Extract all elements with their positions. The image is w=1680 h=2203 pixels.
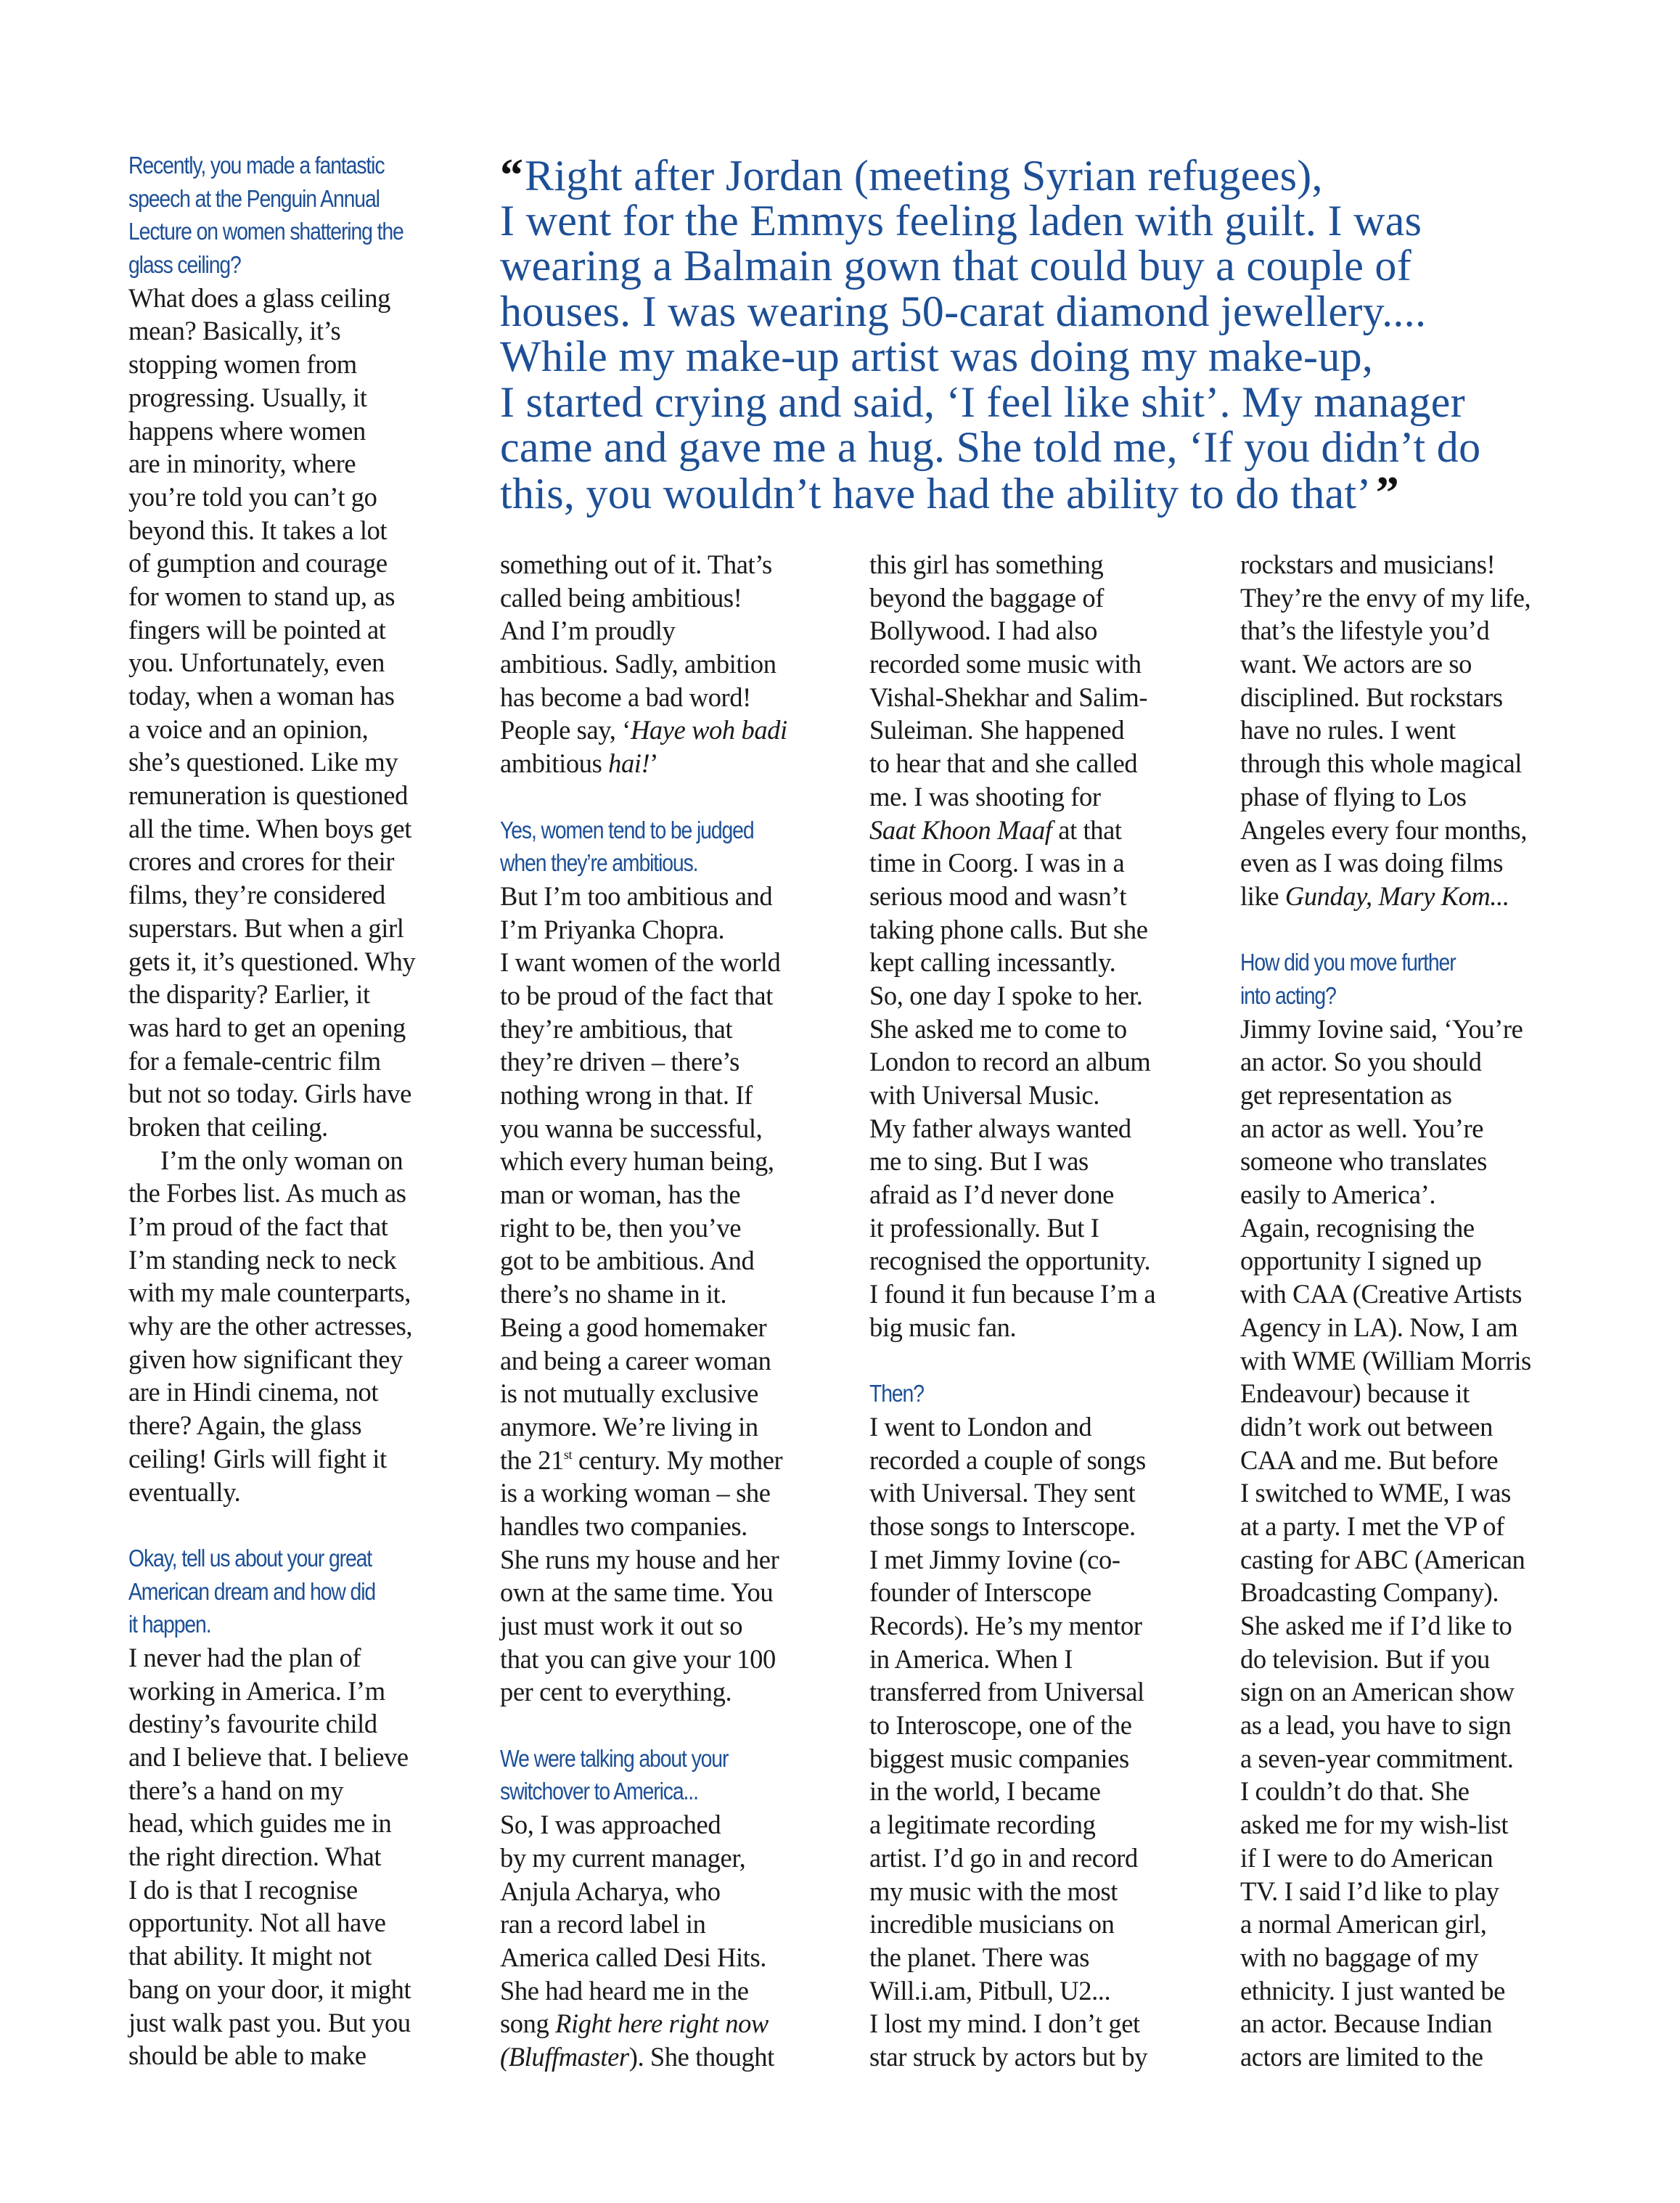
- quote-line: I started crying and said, ‘I feel like shit’. My manager: [500, 377, 1465, 426]
- text-line: me. I was shooting for: [869, 781, 1101, 812]
- text-line: eventually.: [128, 1476, 241, 1507]
- text-line: which every human being,: [500, 1146, 774, 1177]
- text-line: if I were to do American: [1240, 1842, 1493, 1873]
- text-line: my music with the most: [869, 1876, 1118, 1906]
- text-line: that ability. It might not: [128, 1941, 372, 1971]
- text-line: was hard to get an opening: [128, 1012, 406, 1042]
- text-line: even as I was doing films: [1240, 848, 1504, 878]
- text-line: She asked me if I’d like to: [1240, 1611, 1512, 1640]
- text-line: People say, ‘Haye woh badi: [500, 715, 787, 745]
- text-line: Records). He’s my mentor: [869, 1611, 1142, 1640]
- quote-line: wearing a Balmain gown that could buy a couple of: [500, 242, 1412, 290]
- text-line: What does a glass ceiling: [128, 282, 390, 313]
- text-line: for women to stand up, as: [128, 581, 396, 611]
- text-line: is not mutually exclusive: [500, 1378, 758, 1409]
- text-line: want. We actors are so: [1240, 649, 1472, 679]
- text-line: asked me for my wish-list: [1240, 1810, 1509, 1840]
- text-line: ambitious hai!’: [500, 748, 659, 779]
- italic-text: (Bluffmaster: [500, 2041, 629, 2072]
- text-line: beyond this. It takes a lot: [128, 515, 388, 545]
- text-line: but not so today. Girls have: [128, 1079, 411, 1109]
- text-line: gets it, it’s questioned. Why: [128, 946, 416, 976]
- text-line: and being a career woman: [500, 1345, 771, 1376]
- text-line: crores and crores for their: [128, 846, 395, 877]
- text-line: taking phone calls. But she: [869, 914, 1148, 944]
- text-line: by my current manager,: [500, 1842, 746, 1873]
- text-line: this girl has something: [869, 549, 1104, 579]
- text-line: the 21st century. My mother: [500, 1444, 783, 1475]
- text-line: easily to America’.: [1240, 1180, 1436, 1210]
- text-line: just walk past you. But you: [128, 2007, 411, 2038]
- text-line: bang on your door, it might: [128, 1974, 411, 2004]
- text-line: time in Coorg. I was in a: [869, 848, 1125, 878]
- text-line: beyond the baggage of: [869, 582, 1105, 613]
- text-line: So, one day I spoke to her.: [869, 980, 1143, 1010]
- text-line: ran a record label in: [500, 1909, 706, 1940]
- text-line: My father always wanted: [869, 1113, 1131, 1143]
- text-line: She had heard me in the: [500, 1975, 749, 2006]
- text-line: I couldn’t do that. She: [1240, 1776, 1470, 1807]
- text-line: Anjula Acharya, who: [500, 1876, 721, 1906]
- text-line: anymore. We’re living in: [500, 1411, 758, 1442]
- open-quote-mark: “: [500, 149, 522, 200]
- text-line: Being a good homemaker: [500, 1312, 767, 1342]
- text-line: Will.i.am, Pitbull, U2...: [869, 1975, 1111, 2006]
- text-line: something out of it. That’s: [500, 549, 772, 579]
- text-line: with Universal. They sent: [869, 1478, 1136, 1508]
- text-line: Recently, you made a fantastic: [128, 152, 385, 179]
- text-line: London to record an album: [869, 1047, 1151, 1077]
- text-line: happens where women: [128, 415, 366, 446]
- answer-paragraph: [500, 1808, 848, 2074]
- answer-paragraph: [500, 548, 848, 780]
- text-line: America called Desi Hits.: [500, 1942, 767, 1972]
- text-line: How did you move further: [1240, 949, 1456, 976]
- text-line: a legitimate recording: [869, 1810, 1096, 1840]
- text-line: Okay, tell us about your great: [128, 1544, 372, 1571]
- close-quote-mark: ”: [1375, 466, 1398, 518]
- text-line: with no baggage of my: [1240, 1942, 1479, 1972]
- text-line: a voice and an opinion,: [128, 714, 369, 744]
- text-line: a normal American girl,: [1240, 1909, 1487, 1940]
- text-line: with my male counterparts,: [128, 1278, 411, 1308]
- text-line: have no rules. I went: [1240, 715, 1456, 745]
- text-line: just must work it out so: [500, 1611, 743, 1640]
- text-line: has become a bad word!: [500, 682, 751, 712]
- text-line: of gumption and courage: [128, 548, 388, 579]
- text-line: to be proud of the fact that: [500, 980, 773, 1010]
- question-heading: [500, 814, 848, 880]
- text-line: sign on an American show: [1240, 1677, 1515, 1707]
- text-line: I lost my mind. I don’t get: [869, 2008, 1140, 2039]
- text-line: I’m proud of the fact that: [128, 1211, 388, 1241]
- text-line: films, they’re considered: [128, 880, 385, 910]
- text-line: disciplined. But rockstars: [1240, 682, 1503, 712]
- text-line: She runs my house and her: [500, 1544, 779, 1574]
- text-line: you. Unfortunately, even: [128, 647, 385, 678]
- text-line: they’re driven – there’s: [500, 1047, 739, 1077]
- text-line: biggest music companies: [869, 1743, 1129, 1773]
- text-line: artist. I’d go in and record: [869, 1842, 1138, 1873]
- answer-paragraph: [869, 548, 1218, 1344]
- text-line: recorded a couple of songs: [869, 1444, 1146, 1475]
- text-line: head, which guides me in: [128, 1808, 392, 1839]
- text-line: in America. When I: [869, 1643, 1073, 1674]
- text-line: it happen.: [128, 1611, 211, 1638]
- text-line: working in America. I’m: [128, 1675, 385, 1706]
- text-line: switchover to America...: [500, 1778, 698, 1805]
- text-line: you wanna be successful,: [500, 1113, 763, 1143]
- text-line: ceiling! Girls will fight it: [128, 1443, 387, 1474]
- text-line: an actor as well. You’re: [1240, 1113, 1484, 1143]
- quote-line: I went for the Emmys feeling laden with guilt. I was: [500, 196, 1422, 245]
- column-3: [869, 548, 1218, 2074]
- text-line: an actor. Because Indian: [1240, 2008, 1493, 2039]
- text-line: phase of flying to Los: [1240, 781, 1467, 812]
- text-line: in the world, I became: [869, 1776, 1101, 1807]
- column-4: [1240, 548, 1589, 2074]
- question-heading: [1240, 946, 1589, 1012]
- text-line: are in minority, where: [128, 449, 356, 479]
- question-heading: [500, 1742, 848, 1808]
- text-line: I found it fun because I’m a: [869, 1279, 1156, 1309]
- text-line: American dream and how did: [128, 1577, 376, 1605]
- text-line: Again, recognising the: [1240, 1212, 1475, 1243]
- text-line: nothing wrong in that. If: [500, 1080, 753, 1110]
- text-line: I’m the only woman on: [160, 1145, 403, 1175]
- text-line: are in Hindi cinema, not: [128, 1377, 379, 1407]
- text-line: progressing. Usually, it: [128, 382, 367, 412]
- italic-text: Haye woh badi: [630, 715, 787, 745]
- text-line: song Right here right now: [500, 2008, 769, 2039]
- text-line: recorded some music with: [869, 649, 1142, 679]
- text-line: today, when a woman has: [128, 681, 395, 711]
- quote-line: “Right after Jordan (meeting Syrian refugees),: [500, 149, 1323, 200]
- text-line: the right direction. What: [128, 1842, 382, 1872]
- italic-text: Gunday, Mary Kom...: [1284, 880, 1509, 911]
- text-line: like Gunday, Mary Kom...: [1240, 880, 1509, 911]
- text-line: is a working woman – she: [500, 1478, 771, 1508]
- text-line: Vishal-Shekhar and Salim-: [869, 682, 1148, 712]
- text-line: I went to London and: [869, 1411, 1092, 1442]
- answer-paragraph: [500, 880, 848, 1709]
- text-line: We were talking about your: [500, 1744, 729, 1772]
- text-line: And I’m proudly: [500, 616, 676, 646]
- text-line: opportunity I signed up: [1240, 1246, 1482, 1276]
- text-line: got to be ambitious. And: [500, 1246, 755, 1276]
- answer-paragraph: [128, 282, 477, 1144]
- answer-paragraph: [128, 1144, 477, 1509]
- text-line: ambitious. Sadly, ambition: [500, 649, 777, 679]
- text-line: with CAA (Creative Artists: [1240, 1279, 1523, 1309]
- text-line: founder of Interscope: [869, 1577, 1091, 1608]
- column-1: [128, 149, 477, 2072]
- quote-line: houses. I was wearing 50-carat diamond jewellery....: [500, 287, 1427, 335]
- text-line: there? Again, the glass: [128, 1410, 362, 1441]
- text-line: big music fan.: [869, 1312, 1017, 1342]
- text-line: remuneration is questioned: [128, 780, 408, 811]
- text-line: should be able to make: [128, 2040, 366, 2071]
- text-line: the planet. There was: [869, 1942, 1090, 1972]
- text-line: called being ambitious!: [500, 582, 742, 613]
- text-line: to hear that and she called: [869, 748, 1138, 779]
- text-line: I want women of the world: [500, 947, 781, 978]
- text-line: superstars. But when a girl: [128, 912, 404, 943]
- text-line: star struck by actors but by: [869, 2041, 1148, 2072]
- quote-line: While my make-up artist was doing my make-up,: [500, 332, 1374, 380]
- text-line: get representation as: [1240, 1080, 1452, 1110]
- text-line: right to be, then you’ve: [500, 1212, 741, 1243]
- text-line: glass ceiling?: [128, 251, 241, 279]
- quote-line: this, you wouldn’t have had the ability to do that’”: [500, 466, 1398, 518]
- text-line: They’re the envy of my life,: [1240, 582, 1531, 613]
- text-line: with Universal Music.: [869, 1080, 1100, 1110]
- text-line: they’re ambitious, that: [500, 1013, 733, 1044]
- text-line: man or woman, has the: [500, 1180, 741, 1210]
- text-line: you’re told you can’t go: [128, 481, 377, 512]
- text-line: a seven-year commitment.: [1240, 1743, 1514, 1773]
- text-line: I do is that I recognise: [128, 1874, 358, 1905]
- text-line: Saat Khoon Maaf at that: [869, 814, 1122, 845]
- text-line: ethnicity. I just wanted be: [1240, 1975, 1505, 2006]
- text-line: do television. But if you: [1240, 1643, 1490, 1674]
- text-line: there’s a hand on my: [128, 1775, 344, 1805]
- text-line: there’s no shame in it.: [500, 1279, 727, 1309]
- text-line: incredible musicians on: [869, 1909, 1115, 1940]
- text-line: broken that ceiling.: [128, 1111, 328, 1142]
- text-line: Endeavour) because it: [1240, 1378, 1470, 1409]
- text-line: through this whole magical: [1240, 748, 1522, 779]
- text-line: the Forbes list. As much as: [128, 1178, 406, 1209]
- text-line: transferred from Universal: [869, 1677, 1144, 1707]
- text-line: own at the same time. You: [500, 1577, 774, 1608]
- text-line: kept calling incessantly.: [869, 947, 1116, 978]
- column-2: [500, 548, 848, 2074]
- text-line: I’m Priyanka Chopra.: [500, 914, 725, 944]
- text-line: So, I was approached: [500, 1810, 721, 1840]
- text-line: fingers will be pointed at: [128, 614, 386, 645]
- superscript: st: [563, 1447, 573, 1462]
- answer-paragraph: [1240, 548, 1589, 913]
- text-line: Suleiman. She happened: [869, 715, 1125, 745]
- text-line: rockstars and musicians!: [1240, 549, 1496, 579]
- text-line: to Interoscope, one of the: [869, 1710, 1132, 1741]
- text-line: destiny’s favourite child: [128, 1709, 377, 1739]
- text-line: Then?: [869, 1380, 924, 1407]
- text-line: as a lead, you have to sign: [1240, 1710, 1512, 1741]
- quote-line: came and gave me a hug. She told me, ‘If you didn’t do: [500, 423, 1481, 471]
- text-line: CAA and me. But before: [1240, 1444, 1499, 1475]
- text-line: Broadcasting Company).: [1240, 1577, 1499, 1608]
- text-line: stopping women from: [128, 349, 357, 380]
- text-line: that you can give your 100: [500, 1643, 776, 1674]
- text-line: an actor. So you should: [1240, 1047, 1482, 1077]
- text-line: opportunity. Not all have: [128, 1908, 386, 1938]
- text-line: the disparity? Earlier, it: [128, 979, 370, 1010]
- text-line: those songs to Interscope.: [869, 1511, 1136, 1541]
- text-line: all the time. When boys get: [128, 813, 411, 843]
- text-line: mean? Basically, it’s: [128, 316, 341, 346]
- text-line: I met Jimmy Iovine (co-: [869, 1544, 1120, 1574]
- italic-text: Right here right now: [555, 2008, 769, 2039]
- text-line: at a party. I met the VP of: [1240, 1511, 1504, 1541]
- text-line: TV. I said I’d like to play: [1240, 1876, 1499, 1906]
- text-line: per cent to everything.: [500, 1677, 732, 1707]
- text-line: didn’t work out between: [1240, 1411, 1493, 1442]
- pull-quote: [500, 149, 1589, 518]
- answer-paragraph: [128, 1641, 477, 2072]
- text-line: for a female-centric film: [128, 1045, 381, 1076]
- question-heading: [128, 149, 477, 282]
- answer-paragraph: [1240, 1013, 1589, 2074]
- text-line: why are the other actresses,: [128, 1311, 413, 1341]
- text-line: recognised the opportunity.: [869, 1246, 1151, 1276]
- text-line: she’s questioned. Like my: [128, 747, 398, 777]
- text-line: afraid as I’d never done: [869, 1180, 1114, 1210]
- text-line: Yes, women tend to be judged: [500, 816, 754, 843]
- question-heading: [869, 1377, 1218, 1410]
- text-line: She asked me to come to: [869, 1013, 1127, 1044]
- text-line: it professionally. But I: [869, 1212, 1099, 1243]
- text-line: actors are limited to the: [1240, 2041, 1483, 2072]
- text-line: I’m standing neck to neck: [128, 1244, 397, 1275]
- text-line: given how significant they: [128, 1344, 403, 1374]
- question-heading: [128, 1542, 477, 1641]
- text-line: someone who translates: [1240, 1146, 1487, 1177]
- answer-paragraph: [869, 1410, 1218, 2074]
- text-line: with WME (William Morris: [1240, 1345, 1531, 1376]
- text-line: into acting?: [1240, 981, 1336, 1009]
- text-line: Jimmy Iovine said, ‘You’re: [1240, 1013, 1523, 1044]
- text-line: (Bluffmaster). She thought: [500, 2041, 774, 2072]
- text-line: that’s the lifestyle you’d: [1240, 616, 1490, 646]
- text-line: I switched to WME, I was: [1240, 1478, 1511, 1508]
- text-line: me to sing. But I was: [869, 1146, 1089, 1177]
- italic-text: hai!: [608, 748, 650, 779]
- text-line: Lecture on women shattering the: [128, 218, 403, 245]
- text-line: when they’re ambitious.: [500, 849, 698, 877]
- text-line: Bollywood. I had also: [869, 616, 1097, 646]
- text-line: I never had the plan of: [128, 1642, 361, 1672]
- text-line: Angeles every four months,: [1240, 814, 1528, 845]
- text-line: But I’m too ambitious and: [500, 880, 773, 911]
- text-line: Agency in LA). Now, I am: [1240, 1312, 1518, 1342]
- text-line: handles two companies.: [500, 1511, 747, 1541]
- italic-text: Saat Khoon Maaf: [869, 814, 1052, 845]
- text-line: serious mood and wasn’t: [869, 880, 1127, 911]
- text-line: casting for ABC (American: [1240, 1544, 1525, 1574]
- text-line: speech at the Penguin Annual: [128, 184, 380, 212]
- text-line: and I believe that. I believe: [128, 1742, 409, 1772]
